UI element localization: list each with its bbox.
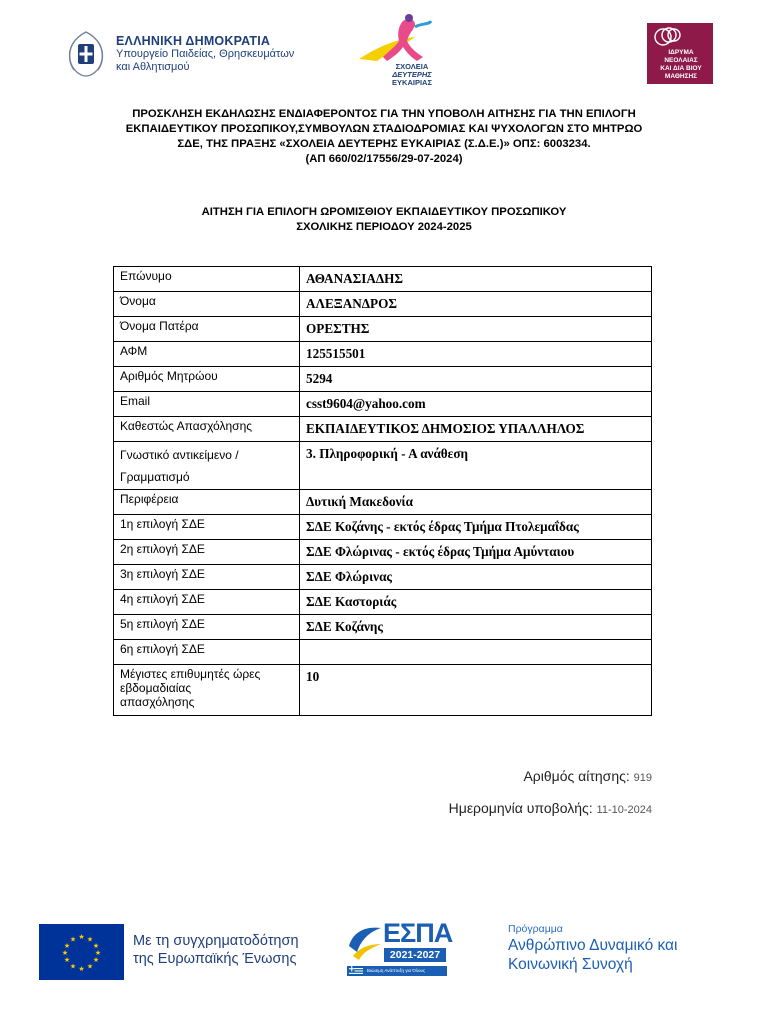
field-label-max-hours [114, 665, 300, 716]
svg-text:★: ★ [86, 935, 94, 944]
field-label-subject-line1: Γνωστικό αντικείμενο / [120, 448, 239, 462]
field-value-father-name: ΟΡΕΣΤΗΣ [300, 317, 652, 342]
table-row [114, 640, 652, 665]
ministry-name-line1: Υπουργείο Παιδείας, Θρησκευμάτων [116, 48, 295, 60]
field-value-choice-1: ΣΔΕ Κοζάνης - εκτός έδρας Τμήμα Πτολεμαΐδας [300, 515, 652, 540]
inedivim-logo [647, 23, 713, 84]
sde-logo-line1: ΣΧΟΛΕΙΑ [395, 62, 429, 71]
application-form-table [113, 266, 652, 716]
svg-text:★: ★ [94, 949, 102, 957]
eu-text-line2: της Ευρωπαϊκής Ένωσης [133, 951, 297, 967]
svg-text:★: ★ [78, 965, 85, 973]
field-label-subject-line2: Γραμματισμό [120, 470, 190, 484]
field-value-region: Δυτική Μακεδονία [300, 490, 652, 515]
field-label-subject [114, 442, 300, 490]
application-number [523, 768, 652, 784]
field-value-choice-5: ΣΔΕ Κοζάνης [300, 615, 652, 640]
svg-text:★: ★ [69, 962, 77, 971]
field-label-max-hours-line3: απασχόλησης [120, 695, 195, 709]
svg-text:★: ★ [92, 942, 100, 950]
call-title-line1: ΠΡΟΣΚΛΗΣΗ ΕΚΔΗΛΩΣΗΣ ΕΝΔΙΑΦΕΡΟΝΤΟΣ ΓΙΑ ΤΗΝ ΥΠΟΒΟΛΗ ΑΙΤΗΣΗΣ ΓΙΑ ΤΗΝ ΕΠΙΛΟΓΗ [132, 108, 636, 120]
svg-text:★: ★ [69, 935, 77, 944]
field-value-choice-2: ΣΔΕ Φλώρινας - εκτός έδρας Τμήμα Αμύνταιου [300, 540, 652, 565]
table-row [114, 292, 652, 317]
application-title [0, 205, 768, 235]
svg-text:★: ★ [63, 956, 71, 964]
eu-cofunding-text [133, 932, 299, 968]
program-name-line1: Ανθρώπινο Δυναμικό και [508, 937, 678, 954]
application-title-line1: ΑΙΤΗΣΗ ΓΙΑ ΕΠΙΛΟΓΗ ΩΡΟΜΙΣΘΙΟΥ ΕΚΠΑΙΔΕΥΤΙΚΟΥ ΠΡΟΣΩΠΙΚΟΥ [201, 206, 567, 218]
table-row [114, 665, 652, 716]
eu-flag-icon [39, 924, 124, 980]
field-value-afm: 125515501 [300, 342, 652, 367]
svg-text:★: ★ [86, 962, 94, 971]
program-name-line2: Κοινωνική Συνοχή [508, 956, 633, 973]
ministry-name-line2: και Αθλητισμού [116, 61, 190, 73]
table-row [114, 267, 652, 292]
field-label-region: Περιφέρεια [114, 490, 300, 515]
field-label-max-hours-line2: εβδομαδιαίας [120, 681, 192, 695]
table-row [114, 317, 652, 342]
field-label-employment-status: Καθεστώς Απασχόλησης [114, 417, 300, 442]
inedivim-line3: ΚΑΙ ΔΙΑ ΒΙΟΥ [660, 65, 702, 72]
call-title-line4: (ΑΠ 660/02/17556/29-07-2024) [305, 153, 463, 165]
program-logo [508, 923, 677, 974]
field-label-father-name: Όνομα Πατέρα [114, 317, 300, 342]
field-label-choice-6: 6η επιλογή ΣΔΕ [114, 640, 300, 665]
application-title-line2: ΣΧΟΛΙΚΗΣ ΠΕΡΙΟΔΟΥ 2024-2025 [296, 221, 472, 233]
program-label: Πρόγραμμα [508, 923, 563, 935]
espa-word: ΕΣΠΑ [383, 918, 453, 948]
field-label-choice-3: 3η επιλογή ΣΔΕ [114, 565, 300, 590]
gov-title: ΕΛΛΗΝΙΚΗ ΔΗΜΟΚΡΑΤΙΑ [116, 34, 271, 48]
field-value-first-name: ΑΛΕΞΑΝΔΡΟΣ [300, 292, 652, 317]
field-value-surname: ΑΘΑΝΑΣΙΑΔΗΣ [300, 267, 652, 292]
field-label-max-hours-line1: Μέγιστες επιθυμητές ώρες [120, 667, 261, 681]
inedivim-line1: ΙΔΡΥΜΑ [668, 49, 694, 56]
eu-text-line1: Με τη συγχρηματοδότηση [133, 933, 299, 949]
field-label-choice-5: 5η επιλογή ΣΔΕ [114, 615, 300, 640]
greek-coat-of-arms-icon [60, 28, 112, 80]
field-label-surname: Επώνυμο [114, 267, 300, 292]
inedivim-line4: ΜΑΘΗΣΗΣ [664, 73, 698, 80]
table-row [114, 540, 652, 565]
espa-logo [347, 918, 453, 982]
table-row [114, 615, 652, 640]
field-value-choice-4: ΣΔΕ Καστοριάς [300, 590, 652, 615]
field-label-choice-2: 2η επιλογή ΣΔΕ [114, 540, 300, 565]
field-label-choice-1: 1η επιλογή ΣΔΕ [114, 515, 300, 540]
inedivim-line2: ΝΕΟΛΑΙΑΣ [664, 57, 698, 64]
field-label-first-name: Όνομα [114, 292, 300, 317]
sde-logo [357, 13, 447, 88]
application-number-label: Αριθμός αίτησης: [523, 768, 630, 784]
field-value-email: csst9604@yahoo.com [300, 392, 652, 417]
call-title-line3: ΣΔΕ, ΤΗΣ ΠΡΑΞΗΣ «ΣΧΟΛΕΙΑ ΔΕΥΤΕΡΗΣ ΕΥΚΑΙΡΙΑΣ (Σ.Δ.Ε.)» ΟΠΣ: 6003234. [177, 138, 591, 150]
sde-logo-line2: ΔΕΥΤΕΡΗΣ [392, 70, 432, 79]
ministry-logo [60, 26, 320, 82]
field-value-choice-3: ΣΔΕ Φλώρινας [300, 565, 652, 590]
field-label-choice-4: 4η επιλογή ΣΔΕ [114, 590, 300, 615]
sde-logo-line3: ΕΥΚΑΙΡΙΑΣ [392, 78, 432, 87]
table-row [114, 515, 652, 540]
svg-text:★: ★ [63, 942, 71, 950]
table-row [114, 417, 652, 442]
svg-text:★: ★ [61, 949, 69, 957]
espa-swoosh-icon [347, 922, 383, 962]
table-row [114, 590, 652, 615]
field-value-max-hours: 10 [300, 665, 652, 716]
field-value-subject: 3. Πληροφορική - Α ανάθεση [300, 442, 652, 490]
svg-text:★: ★ [92, 956, 100, 964]
field-label-afm: ΑΦΜ [114, 342, 300, 367]
field-value-choice-6 [300, 640, 652, 665]
field-value-registry-number: 5294 [300, 367, 652, 392]
submission-date [449, 800, 652, 816]
svg-text:★: ★ [78, 933, 85, 941]
table-row [114, 565, 652, 590]
table-row [114, 367, 652, 392]
field-label-email: Email [114, 392, 300, 417]
call-title-line2: ΕΚΠΑΙΔΕΥΤΙΚΟΥ ΠΡΟΣΩΠΙΚΟΥ,ΣΥΜΒΟΥΛΩΝ ΣΤΑΔΙΟΔΡΟΜΙΑΣ ΚΑΙ ΨΥΧΟΛΟΓΩΝ ΣΤΟ ΜΗΤΡΩΟ [125, 123, 643, 135]
application-number-value: 919 [633, 772, 652, 784]
table-row [114, 342, 652, 367]
table-row [114, 392, 652, 417]
field-label-registry-number: Αριθμός Μητρώου [114, 367, 300, 392]
table-row [114, 442, 652, 490]
circles-icon [647, 23, 713, 49]
call-title [0, 107, 768, 167]
espa-years: 2021-2027 [384, 948, 446, 962]
greek-flag-icon [349, 966, 363, 976]
table-row [114, 490, 652, 515]
field-value-employment-status: ΕΚΠΑΙΔΕΥΤΙΚΟΣ ΔΗΜΟΣΙΟΣ ΥΠΑΛΛΗΛΟΣ [300, 417, 652, 442]
espa-tagline: Βιώσιμη Ανάπτυξη για Όλους [347, 966, 447, 976]
submission-date-value: 11-10-2024 [596, 804, 652, 816]
submission-date-label: Ημερομηνία υποβολής: [448, 800, 593, 816]
